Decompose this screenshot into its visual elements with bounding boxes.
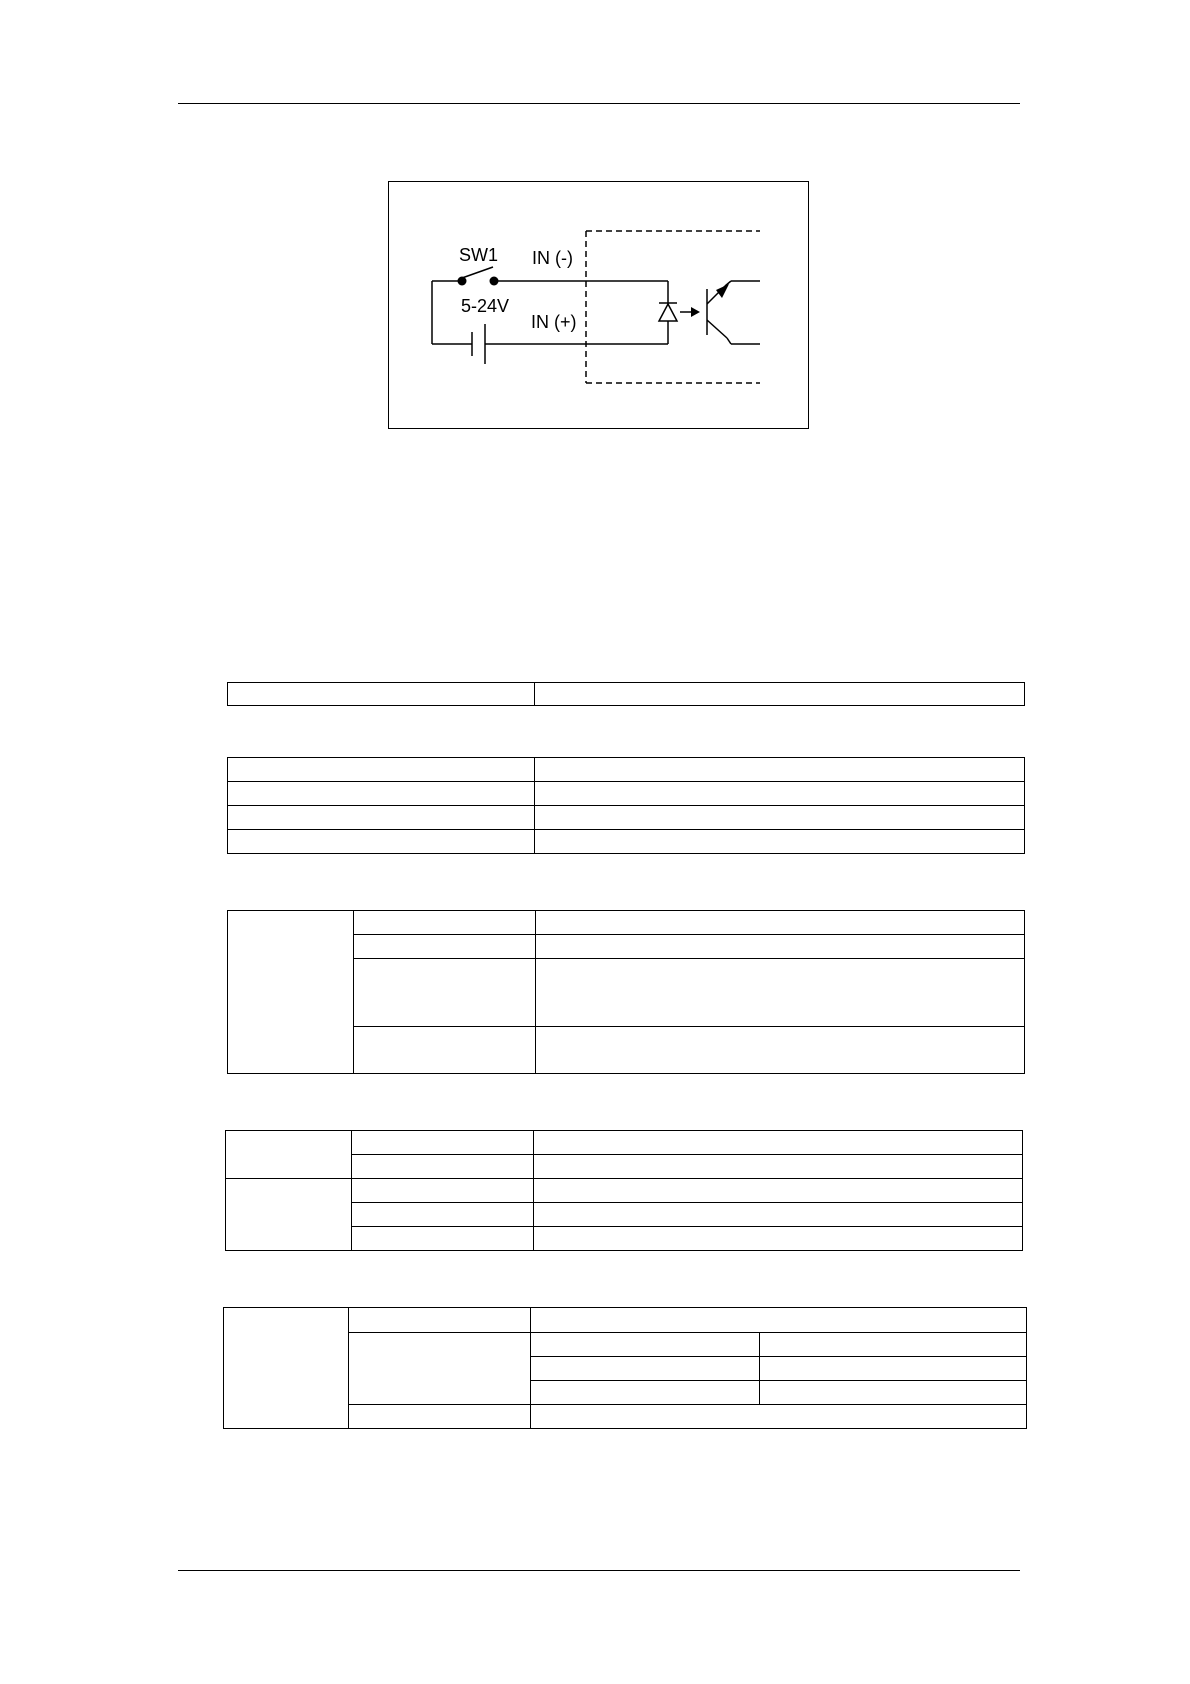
table-cell xyxy=(536,959,1025,1027)
table-5 xyxy=(223,1307,1027,1429)
voltage-label: 5-24V xyxy=(461,296,510,316)
table-row xyxy=(228,683,1025,706)
table-cell xyxy=(352,1131,534,1155)
table-3 xyxy=(227,910,1025,1074)
table-cell xyxy=(354,935,536,959)
light-arrow-icon xyxy=(680,307,700,317)
table-row xyxy=(228,830,1025,854)
table-cell xyxy=(226,1131,352,1179)
switch-label: SW1 xyxy=(459,245,499,265)
input-circuit-diagram xyxy=(388,181,809,429)
table-cell xyxy=(534,1227,1023,1251)
table-row xyxy=(228,758,1025,782)
table-cell xyxy=(534,1131,1023,1155)
table-row xyxy=(228,782,1025,806)
table-cell xyxy=(536,911,1025,935)
table-cell xyxy=(760,1357,1027,1381)
in-plus-label: IN (+) xyxy=(531,312,577,332)
table-cell xyxy=(228,806,535,830)
table-cell xyxy=(536,935,1025,959)
table-1 xyxy=(227,682,1025,706)
table-row xyxy=(226,1179,1023,1203)
table-cell xyxy=(531,1308,1027,1333)
table-cell xyxy=(535,782,1025,806)
optocoupler-dashed-box xyxy=(586,231,760,383)
table-cell xyxy=(228,911,354,1074)
table-cell xyxy=(228,830,535,854)
table-cell xyxy=(535,758,1025,782)
table-cell xyxy=(535,683,1025,706)
phototransistor-icon xyxy=(707,281,760,344)
table-cell xyxy=(226,1179,352,1251)
table-row xyxy=(226,1131,1023,1155)
table-cell xyxy=(534,1179,1023,1203)
table-row xyxy=(228,806,1025,830)
table-cell xyxy=(224,1308,349,1429)
table-cell xyxy=(352,1155,534,1179)
table-cell xyxy=(352,1227,534,1251)
table-cell xyxy=(354,1027,536,1074)
table-cell xyxy=(535,806,1025,830)
table-cell xyxy=(760,1381,1027,1405)
table-cell xyxy=(531,1333,760,1357)
table-cell xyxy=(536,1027,1025,1074)
table-cell xyxy=(535,830,1025,854)
table-cell xyxy=(531,1405,1027,1429)
led-diode-icon xyxy=(659,281,677,344)
table-row xyxy=(224,1308,1027,1333)
table-4 xyxy=(225,1130,1023,1251)
header-rule xyxy=(178,103,1020,104)
switch-sw1-symbol xyxy=(458,267,499,286)
table-cell xyxy=(352,1179,534,1203)
emitter-arrow-icon xyxy=(716,284,729,298)
in-minus-label: IN (-) xyxy=(532,248,573,268)
table-cell xyxy=(349,1405,531,1429)
table-2 xyxy=(227,757,1025,854)
battery-symbol xyxy=(472,324,485,364)
table-cell xyxy=(349,1308,531,1333)
table-cell xyxy=(228,758,535,782)
table-row xyxy=(228,911,1025,935)
table-cell xyxy=(760,1333,1027,1357)
table-cell xyxy=(352,1203,534,1227)
table-cell xyxy=(354,959,536,1027)
table-cell xyxy=(354,911,536,935)
circuit-svg xyxy=(389,182,810,430)
table-cell xyxy=(228,683,535,706)
table-cell xyxy=(228,782,535,806)
table-cell xyxy=(531,1357,760,1381)
table-cell xyxy=(531,1381,760,1405)
table-cell xyxy=(349,1333,531,1405)
table-cell xyxy=(534,1155,1023,1179)
table-cell xyxy=(534,1203,1023,1227)
footer-rule xyxy=(178,1570,1020,1571)
